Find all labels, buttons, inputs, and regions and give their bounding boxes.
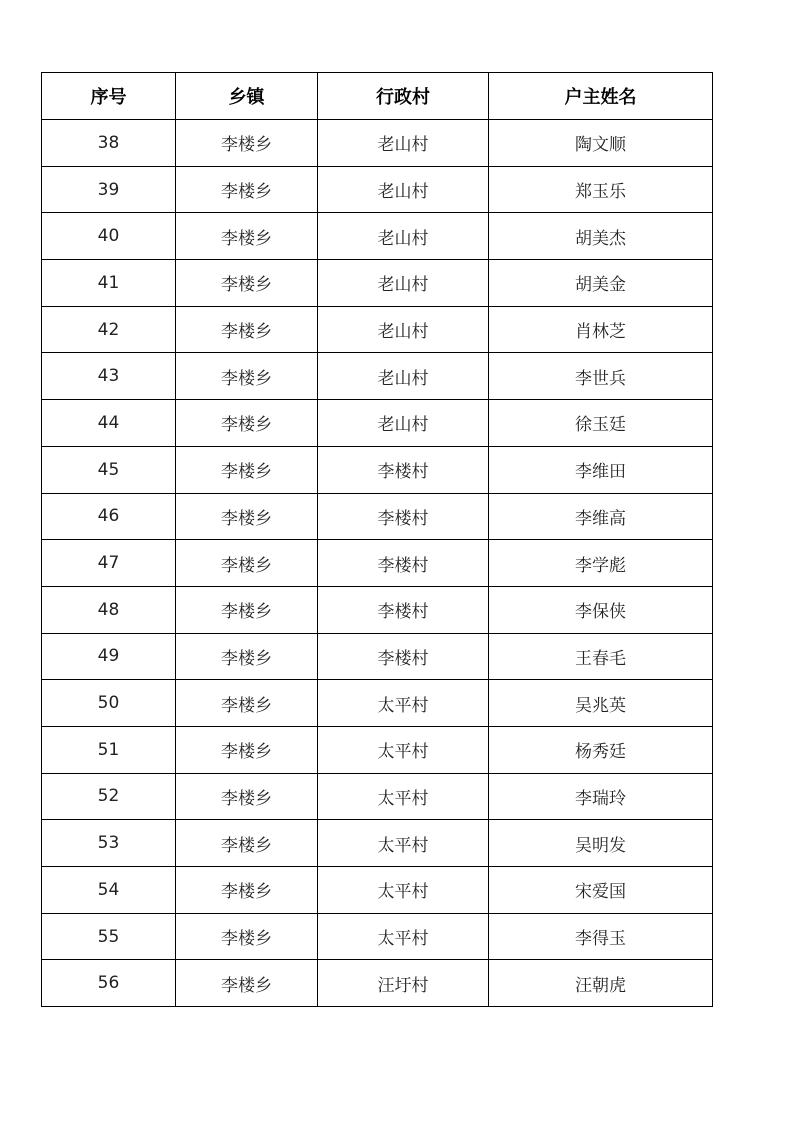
table-row <box>42 166 713 213</box>
table-row <box>42 306 713 353</box>
header-householder-name: 户主姓名 <box>489 73 713 120</box>
serial-number-cell: 54 <box>42 867 176 914</box>
householder-name-cell: 吴明发 <box>489 820 713 867</box>
table-row <box>42 400 713 447</box>
serial-number-cell: 55 <box>42 913 176 960</box>
household-table <box>41 72 713 1007</box>
header-township: 乡镇 <box>176 73 318 120</box>
village-cell: 老山村 <box>318 400 489 447</box>
serial-number-cell: 52 <box>42 773 176 820</box>
serial-number-cell: 50 <box>42 680 176 727</box>
village-cell: 太平村 <box>318 680 489 727</box>
township-cell: 李楼乡 <box>176 680 318 727</box>
header-serial-number: 序号 <box>42 73 176 120</box>
village-cell: 太平村 <box>318 773 489 820</box>
village-cell: 老山村 <box>318 213 489 260</box>
table-row <box>42 820 713 867</box>
table-row <box>42 353 713 400</box>
serial-number-cell: 38 <box>42 120 176 167</box>
householder-name-cell: 李瑞玲 <box>489 773 713 820</box>
table-row <box>42 120 713 167</box>
serial-number-cell: 45 <box>42 446 176 493</box>
village-cell: 李楼村 <box>318 633 489 680</box>
serial-number-cell: 44 <box>42 400 176 447</box>
township-cell: 李楼乡 <box>176 773 318 820</box>
township-cell: 李楼乡 <box>176 306 318 353</box>
table-row <box>42 960 713 1007</box>
village-cell: 太平村 <box>318 913 489 960</box>
householder-name-cell: 胡美杰 <box>489 213 713 260</box>
header-village: 行政村 <box>318 73 489 120</box>
village-cell: 老山村 <box>318 260 489 307</box>
serial-number-cell: 53 <box>42 820 176 867</box>
village-cell: 李楼村 <box>318 493 489 540</box>
village-cell: 李楼村 <box>318 586 489 633</box>
township-cell: 李楼乡 <box>176 493 318 540</box>
serial-number-cell: 46 <box>42 493 176 540</box>
householder-name-cell: 李保侠 <box>489 586 713 633</box>
serial-number-cell: 39 <box>42 166 176 213</box>
village-cell: 太平村 <box>318 867 489 914</box>
serial-number-cell: 48 <box>42 586 176 633</box>
village-cell: 老山村 <box>318 120 489 167</box>
table-row <box>42 493 713 540</box>
table-row <box>42 446 713 493</box>
table-header-row <box>42 73 713 120</box>
householder-name-cell: 李维田 <box>489 446 713 493</box>
township-cell: 李楼乡 <box>176 213 318 260</box>
householder-name-cell: 宋爱国 <box>489 867 713 914</box>
village-cell: 太平村 <box>318 820 489 867</box>
householder-name-cell: 李学彪 <box>489 540 713 587</box>
township-cell: 李楼乡 <box>176 260 318 307</box>
householder-name-cell: 肖林芝 <box>489 306 713 353</box>
township-cell: 李楼乡 <box>176 400 318 447</box>
householder-name-cell: 陶文顺 <box>489 120 713 167</box>
village-cell: 李楼村 <box>318 540 489 587</box>
serial-number-cell: 43 <box>42 353 176 400</box>
table-row <box>42 680 713 727</box>
table-row <box>42 773 713 820</box>
serial-number-cell: 40 <box>42 213 176 260</box>
table-body <box>42 120 713 1007</box>
township-cell: 李楼乡 <box>176 166 318 213</box>
householder-name-cell: 李维高 <box>489 493 713 540</box>
householder-name-cell: 胡美金 <box>489 260 713 307</box>
township-cell: 李楼乡 <box>176 540 318 587</box>
table-row <box>42 213 713 260</box>
serial-number-cell: 41 <box>42 260 176 307</box>
householder-name-cell: 王春毛 <box>489 633 713 680</box>
table-row <box>42 726 713 773</box>
village-cell: 老山村 <box>318 166 489 213</box>
table-row <box>42 867 713 914</box>
serial-number-cell: 47 <box>42 540 176 587</box>
township-cell: 李楼乡 <box>176 586 318 633</box>
township-cell: 李楼乡 <box>176 446 318 493</box>
table-row <box>42 586 713 633</box>
serial-number-cell: 42 <box>42 306 176 353</box>
village-cell: 老山村 <box>318 353 489 400</box>
township-cell: 李楼乡 <box>176 353 318 400</box>
serial-number-cell: 51 <box>42 726 176 773</box>
householder-name-cell: 汪朝虎 <box>489 960 713 1007</box>
householder-name-cell: 李得玉 <box>489 913 713 960</box>
village-cell: 李楼村 <box>318 446 489 493</box>
village-cell: 汪圩村 <box>318 960 489 1007</box>
householder-name-cell: 郑玉乐 <box>489 166 713 213</box>
table-row <box>42 260 713 307</box>
householder-name-cell: 徐玉廷 <box>489 400 713 447</box>
householder-name-cell: 杨秀廷 <box>489 726 713 773</box>
township-cell: 李楼乡 <box>176 960 318 1007</box>
township-cell: 李楼乡 <box>176 867 318 914</box>
township-cell: 李楼乡 <box>176 913 318 960</box>
table-row <box>42 540 713 587</box>
serial-number-cell: 49 <box>42 633 176 680</box>
householder-name-cell: 吴兆英 <box>489 680 713 727</box>
township-cell: 李楼乡 <box>176 120 318 167</box>
village-cell: 太平村 <box>318 726 489 773</box>
table-row <box>42 913 713 960</box>
serial-number-cell: 56 <box>42 960 176 1007</box>
township-cell: 李楼乡 <box>176 633 318 680</box>
township-cell: 李楼乡 <box>176 726 318 773</box>
township-cell: 李楼乡 <box>176 820 318 867</box>
village-cell: 老山村 <box>318 306 489 353</box>
householder-name-cell: 李世兵 <box>489 353 713 400</box>
table-row <box>42 633 713 680</box>
